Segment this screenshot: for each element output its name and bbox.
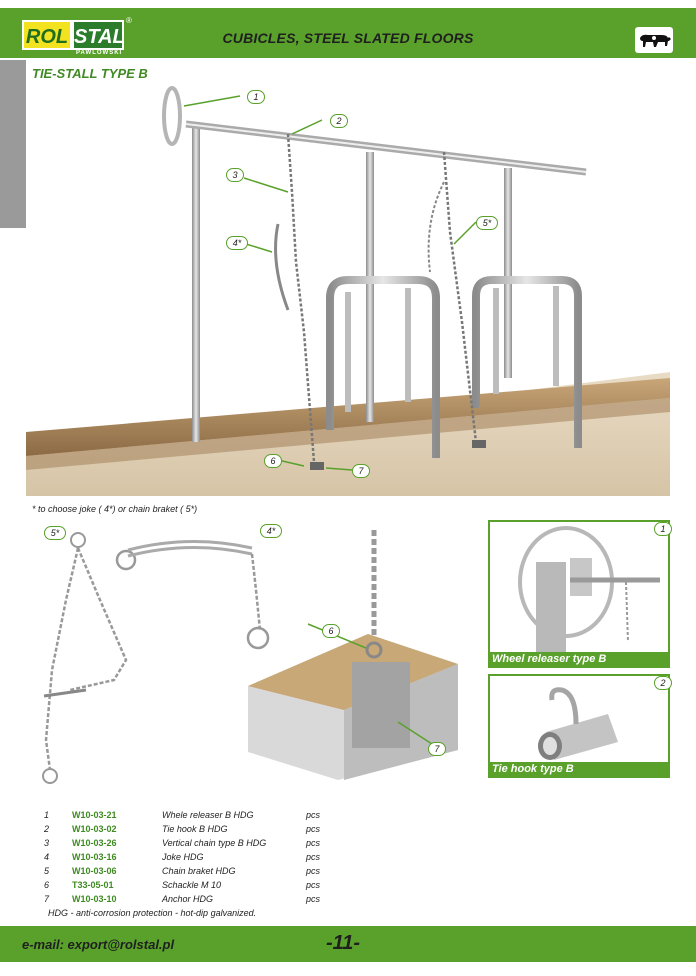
part-row bbox=[44, 824, 404, 838]
part-number: 2 bbox=[44, 824, 50, 834]
part-name: Tie hook B HDG bbox=[162, 824, 228, 834]
callout-3: 3 bbox=[226, 168, 244, 182]
callout-4: 4* bbox=[226, 236, 248, 250]
callout-2: 2 bbox=[330, 114, 348, 128]
joke bbox=[276, 224, 288, 310]
part-code: W10-03-16 bbox=[72, 852, 117, 862]
tie-hook-caption: Tie hook type B bbox=[490, 762, 668, 776]
logo-rol: ROL bbox=[22, 20, 72, 50]
part-name: Vertical chain type B HDG bbox=[162, 838, 267, 848]
detail-callout-6: 6 bbox=[322, 624, 340, 638]
detail-callout-5: 5* bbox=[44, 526, 66, 540]
post-3 bbox=[504, 168, 512, 378]
callout-1: 1 bbox=[247, 90, 265, 104]
part-name: Chain braket HDG bbox=[162, 866, 236, 876]
tie-hook-panel bbox=[488, 674, 670, 778]
part-unit: pcs bbox=[306, 838, 321, 848]
panel-callout-2: 2 bbox=[654, 676, 672, 690]
part-number: 7 bbox=[44, 894, 50, 904]
chain-bracket-drawing bbox=[46, 548, 78, 770]
part-unit: pcs bbox=[306, 894, 321, 904]
anchor bbox=[310, 462, 324, 470]
tie-stall-illustration bbox=[26, 82, 670, 496]
part-row bbox=[44, 810, 404, 824]
part-unit: pcs bbox=[306, 810, 321, 820]
part-unit: pcs bbox=[306, 866, 321, 876]
post-1 bbox=[192, 122, 200, 442]
header-bar bbox=[0, 8, 696, 58]
part-unit: pcs bbox=[306, 880, 321, 890]
part-code: W10-03-10 bbox=[72, 894, 117, 904]
cow-icon bbox=[634, 26, 674, 54]
part-number: 5 bbox=[44, 866, 50, 876]
callout-7: 7 bbox=[352, 464, 370, 478]
callout-6: 6 bbox=[264, 454, 282, 468]
part-number: 6 bbox=[44, 880, 50, 890]
part-name: Schackle M 10 bbox=[162, 880, 222, 890]
part-row bbox=[44, 866, 404, 880]
detail-callout-4: 4* bbox=[260, 524, 282, 538]
part-code: T33-05-01 bbox=[72, 880, 114, 890]
parts-list bbox=[44, 810, 404, 908]
post-2 bbox=[366, 152, 374, 422]
part-code: W10-03-21 bbox=[72, 810, 117, 820]
part-number: 1 bbox=[44, 810, 50, 820]
part-row bbox=[44, 894, 404, 908]
page-header-title: CUBICLES, STEEL SLATED FLOORS bbox=[222, 30, 474, 46]
part-row bbox=[44, 852, 404, 866]
wheel-releaser bbox=[164, 88, 180, 144]
detail-callout-7: 7 bbox=[428, 742, 446, 756]
part-code: W10-03-06 bbox=[72, 866, 117, 876]
part-row bbox=[44, 880, 404, 894]
part-code: W10-03-02 bbox=[72, 824, 117, 834]
wheel-releaser-panel bbox=[488, 520, 670, 668]
footer-bar bbox=[0, 926, 696, 962]
part-number: 3 bbox=[44, 838, 50, 848]
part-number: 4 bbox=[44, 852, 50, 862]
anchor-plate bbox=[352, 662, 410, 748]
part-name: Whele releaser B HDG bbox=[162, 810, 254, 820]
part-row bbox=[44, 838, 404, 852]
panel-callout-1: 1 bbox=[654, 522, 672, 536]
logo-subtext: PAWLOWSKI bbox=[76, 50, 123, 56]
hdg-note: HDG - anti-corrosion protection - hot-dip galvanized. bbox=[48, 908, 257, 918]
part-unit: pcs bbox=[306, 852, 321, 862]
callout-5: 5* bbox=[476, 216, 498, 230]
contact-email[interactable]: e-mail: export@rolstal.pl bbox=[22, 937, 175, 952]
footnote: * to choose joke ( 4*) or chain braket ( 5*) bbox=[32, 504, 198, 514]
registered-mark: ® bbox=[126, 16, 132, 25]
part-name: Joke HDG bbox=[162, 852, 204, 862]
tie-hook-photo bbox=[490, 676, 668, 762]
section-title: TIE-STALL TYPE B bbox=[32, 66, 148, 81]
wheel-releaser-caption: Wheel releaser type B bbox=[490, 652, 668, 666]
chain-braket bbox=[429, 182, 444, 272]
page-number: -11- bbox=[326, 932, 361, 954]
chain-and-joke-details bbox=[30, 520, 270, 790]
wheel-releaser-photo bbox=[490, 522, 668, 652]
part-name: Anchor HDG bbox=[162, 894, 214, 904]
part-unit: pcs bbox=[306, 824, 321, 834]
part-code: W10-03-26 bbox=[72, 838, 117, 848]
logo-stal: STAL bbox=[72, 20, 124, 50]
side-tab bbox=[0, 60, 26, 228]
